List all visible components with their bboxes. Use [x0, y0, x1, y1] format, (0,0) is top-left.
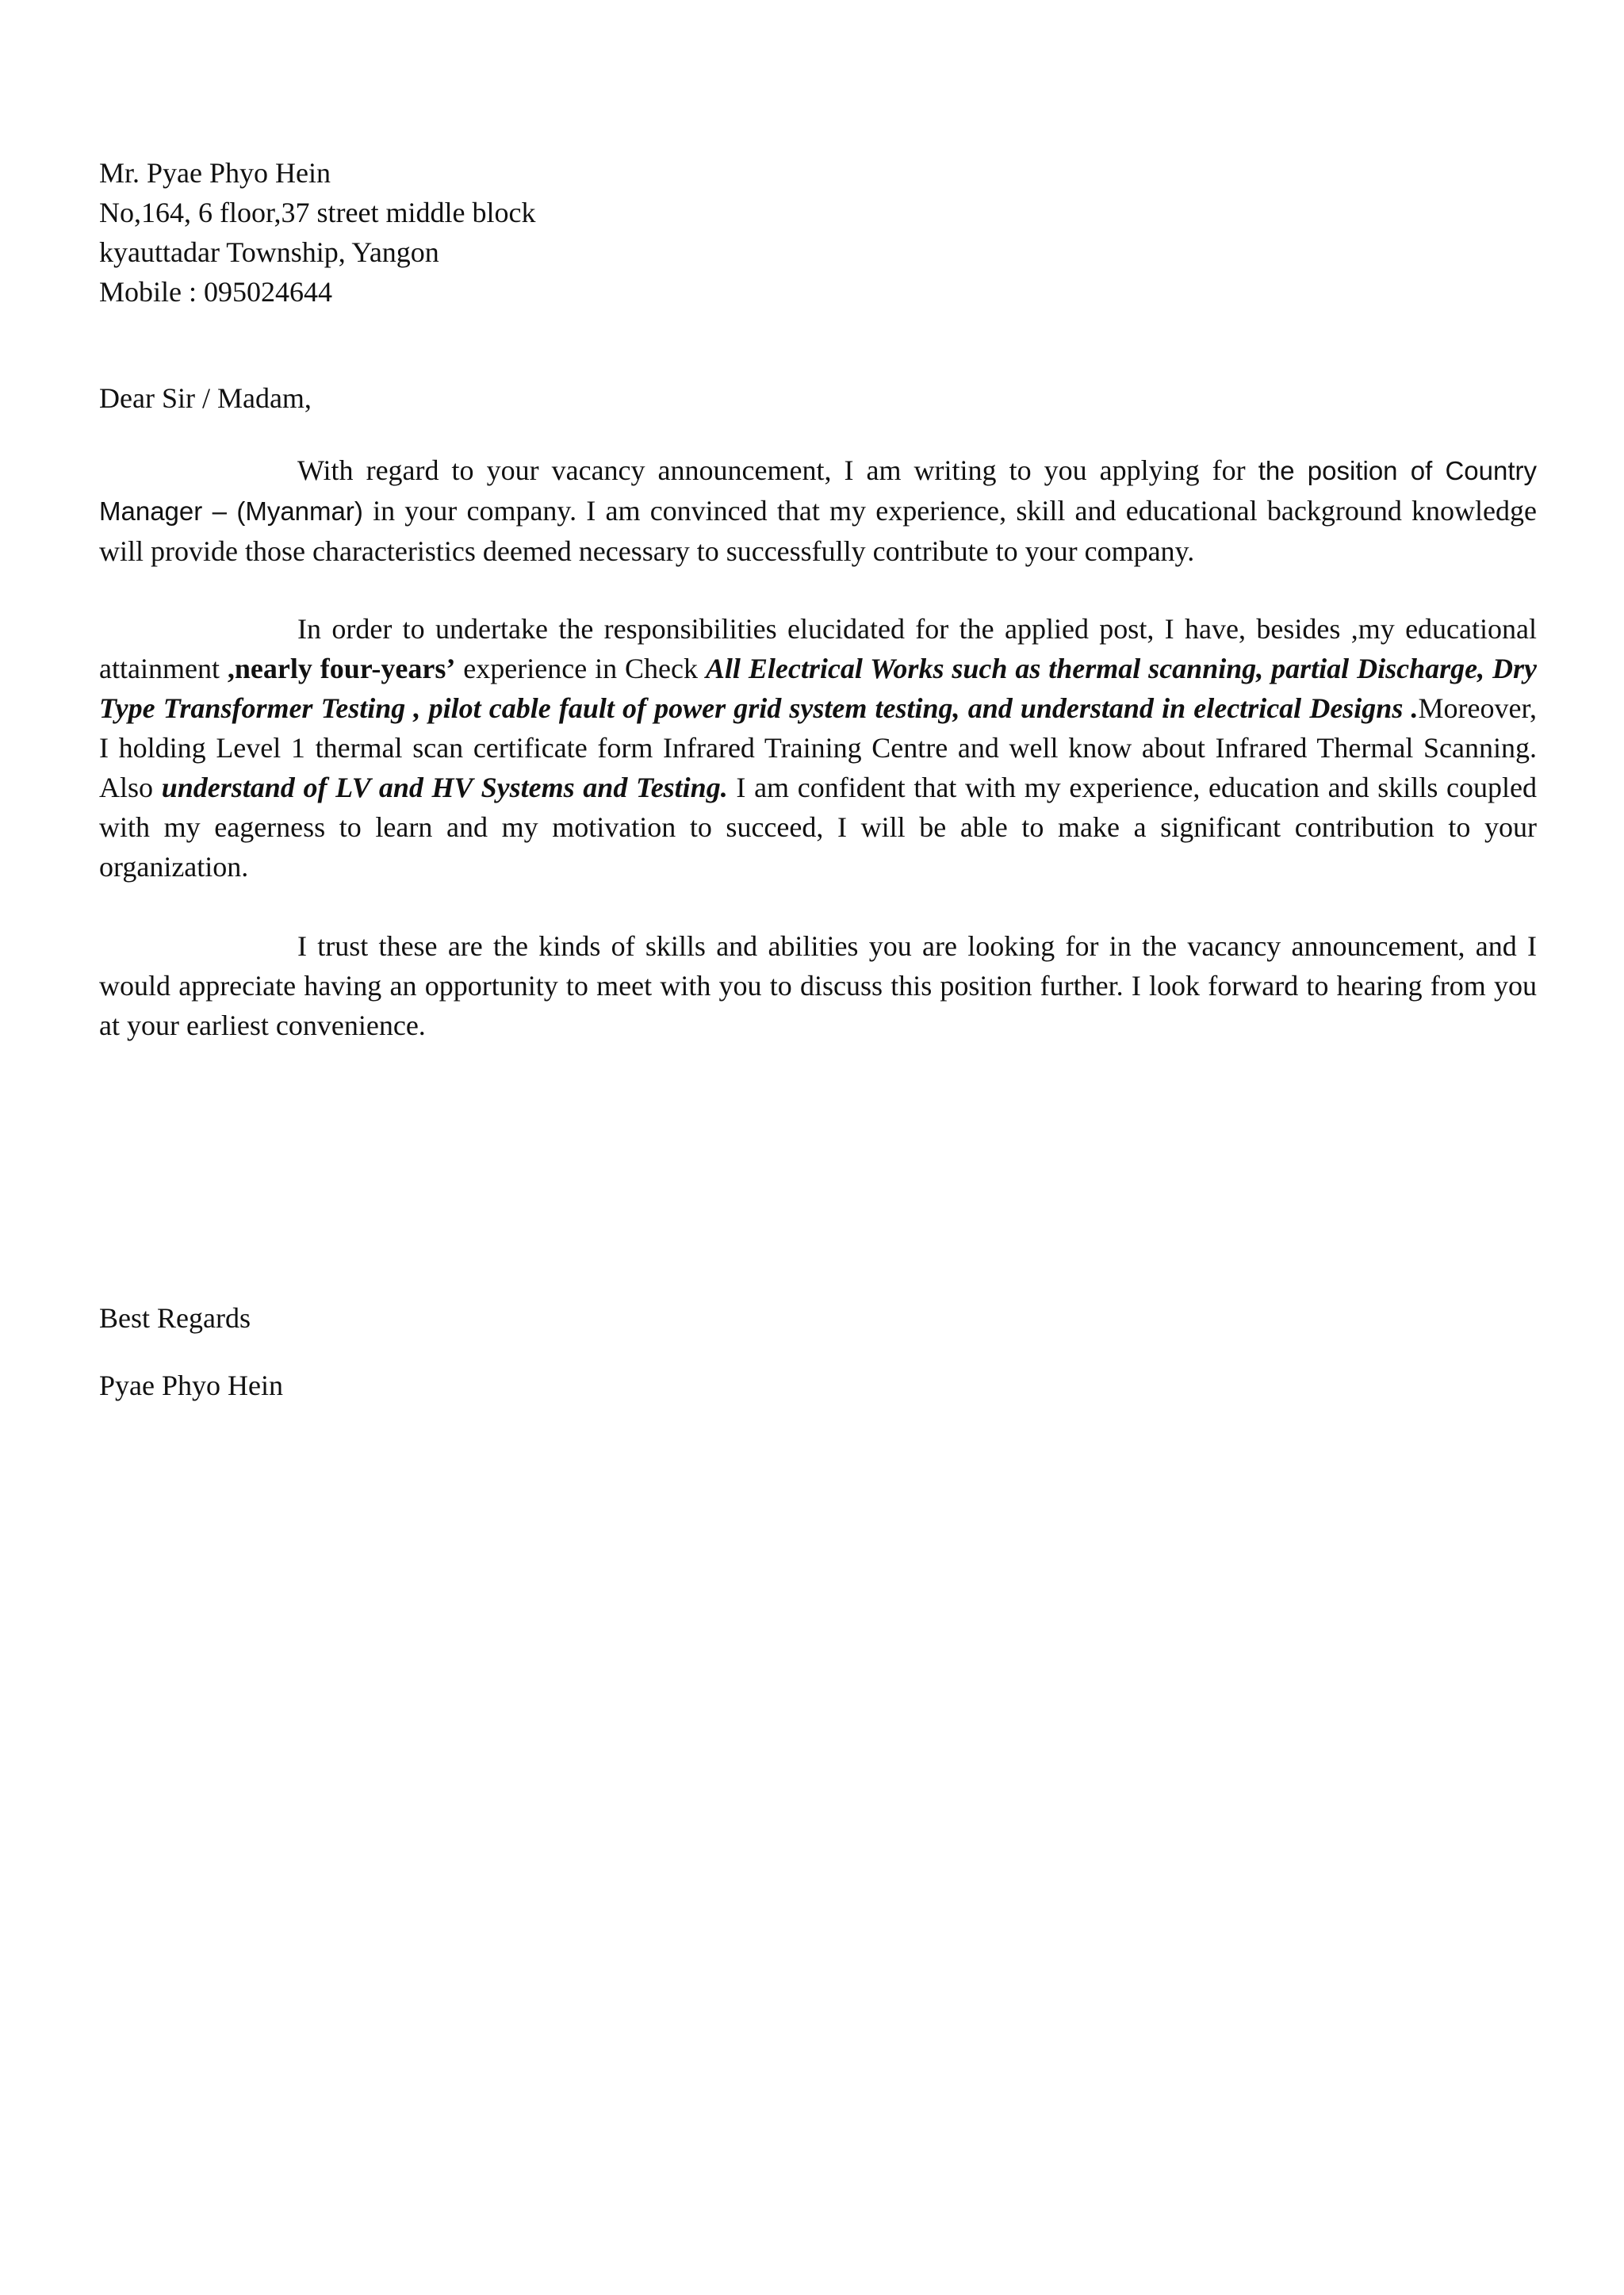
experience-years: ,nearly four-years’ [227, 653, 456, 684]
paragraph-experience [99, 609, 1537, 887]
sender-mobile: Mobile : 095024644 [99, 276, 332, 308]
position-title: the position of Country Manager – (Myanmar) [99, 456, 1538, 526]
electrical-skills: All Electrical Works such as thermal scanning, partial Discharge, Dry Type Transformer Testing , pilot cable fault of power grid system testing, and understand in electrical Designs . [99, 653, 1537, 724]
lv-hv-systems: understand of LV and HV Systems and Testing. [161, 772, 728, 803]
paragraph-2-text-c: Moreover, I holding Level 1 thermal scan certificate form Infrared Training Centre and well know about Infrared Thermal Scanning. Also [99, 692, 1537, 803]
paragraph-application [99, 450, 1537, 571]
signature-name: Pyae Phyo Hein [99, 1370, 283, 1401]
paragraph-1-text-a: With regard to your vacancy announcement, I am writing to you applying for [297, 454, 1258, 486]
sender-name: Mr. Pyae Phyo Hein [99, 157, 331, 189]
sender-address-block [99, 153, 1537, 312]
paragraph-2-text-a: In order to undertake the responsibilities elucidated for the applied post, I have, besides ,my educational attainment [99, 613, 1537, 684]
paragraph-2-text-d: I am confident that with my experience, education and skills coupled with my eagerness to learn and my motivation to succeed, I will be able to make a significant contribution to your organization. [99, 772, 1537, 883]
paragraph-closing: I trust these are the kinds of skills and abilities you are looking for in the vacancy announcement, and I would appreciate having an opportunity to meet with you to discuss this position further. I look forward to hearing from you at your earliest convenience. [99, 930, 1537, 1041]
paragraph-1-text-b: in your company. I am convinced that my experience, skill and educational background knowledge will provide those characteristics deemed necessary to successfully contribute to your company. [99, 495, 1537, 567]
closing: Best Regards [99, 1302, 251, 1334]
paragraph-2-text-b: experience in Check [455, 653, 706, 684]
sender-address-line-2: kyauttadar Township, Yangon [99, 236, 439, 268]
sender-address-line-1: No,164, 6 floor,37 street middle block [99, 197, 536, 228]
salutation: Dear Sir / Madam, [99, 382, 312, 414]
